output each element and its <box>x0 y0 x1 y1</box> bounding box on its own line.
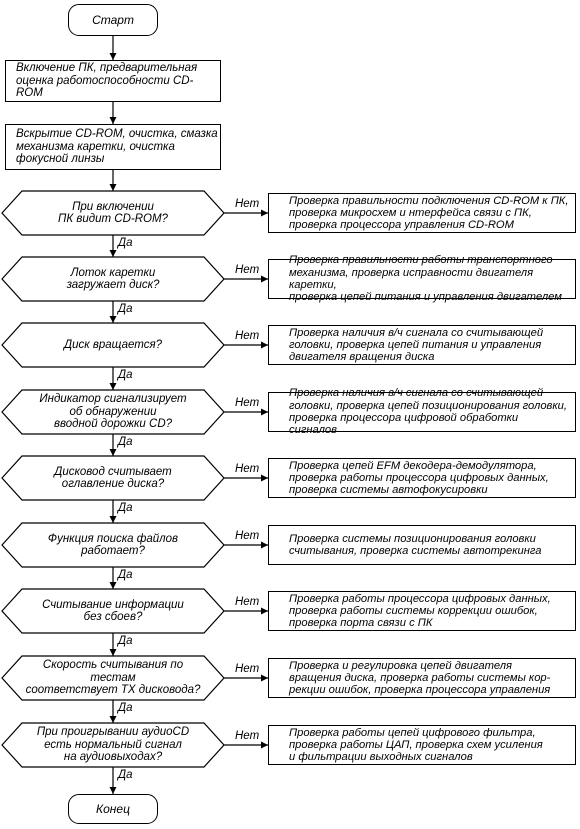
process-cleaning <box>5 124 221 170</box>
no-label-7: Нет <box>235 596 260 608</box>
yes-label-9: Да <box>118 769 133 781</box>
decision-question-1: При включении ПК видит CD-ROM? <box>58 200 168 225</box>
yes-label-8: Да <box>118 702 133 714</box>
process-power-on-text: Включение ПК, предварительная оценка работоспособности CD-ROM <box>16 62 198 100</box>
start-label: Старт <box>92 12 134 27</box>
yes-label-1: Да <box>118 237 133 249</box>
no-label-8: Нет <box>235 663 260 675</box>
yes-label-2: Да <box>118 303 133 315</box>
action-box-3 <box>268 325 576 365</box>
action-text-3: Проверка наличия в/ч сигнала со считывающей головки, проверка цепей питания и управления двигателя вращения диска <box>289 326 544 364</box>
decision-question-9: При проигрывании аудиоCD есть нормальный сигнал на аудиовыходах? <box>36 726 190 764</box>
end-label: Конец <box>96 801 130 816</box>
arrowhead-no-4 <box>261 409 268 416</box>
arrowhead-no-6 <box>261 542 268 549</box>
arrowhead-no-9 <box>261 742 268 749</box>
no-label-1: Нет <box>235 198 260 210</box>
arrowhead-yes-8 <box>110 716 117 723</box>
arrowhead-yes-2 <box>110 316 117 323</box>
process-power-on <box>5 60 221 102</box>
arrowhead-power-on <box>110 117 117 124</box>
decision-question-7: Считывание информации без сбоев? <box>42 598 184 623</box>
process-cleaning-text: Вскрытие CD-ROM, очистка, смазка механизма каретки, очистка фокусной линзы <box>16 128 218 166</box>
arrowhead-start <box>110 53 117 60</box>
yes-label-7: Да <box>118 635 133 647</box>
arrowhead-yes-3 <box>110 383 117 390</box>
decision-question-6: Функция поиска файлов работает? <box>47 532 179 557</box>
action-text-1: Проверка правильности подключения CD-ROM к ПК, проверка микросхем и нтерфейса связи с ПК, проверка процессора управления CD-ROM <box>289 194 569 232</box>
action-box-1 <box>268 193 576 233</box>
yes-label-4: Да <box>118 436 133 448</box>
end-terminal <box>68 794 158 824</box>
action-text-2: Проверка правильности работы транспортного механизма, проверка исправности двигателя каретки, проверка цепей питания и управления двигателем <box>289 254 562 304</box>
no-label-2: Нет <box>235 264 260 276</box>
no-label-6: Нет <box>235 530 260 542</box>
decision-question-8: Скорость считывания по тестам соответствует ТХ дисковода? <box>25 659 201 697</box>
yes-label-5: Да <box>118 502 133 514</box>
no-label-4: Нет <box>235 397 260 409</box>
action-box-6 <box>268 525 576 565</box>
action-text-5: Проверка цепей EFM декодера-демодулятора, проверка работы процессора цифровых данных, проверка системы автофокусировки <box>289 459 549 497</box>
arrowhead-no-1 <box>261 210 268 217</box>
arrowhead-no-8 <box>261 675 268 682</box>
decision-question-3: Диск вращается? <box>64 338 162 351</box>
arrowhead-no-5 <box>261 475 268 482</box>
decision-question-4: Индикатор сигнализирует об обнаружении вводной дорожки CD? <box>39 393 187 431</box>
action-text-7: Проверка работы процессора цифровых данных, проверка работы системы коррекции ошибок, проверка порта связи с ПК <box>289 592 551 630</box>
action-box-9 <box>268 725 576 765</box>
action-box-4 <box>268 387 576 437</box>
arrowhead-yes-1 <box>110 250 117 257</box>
arrowhead-cleaning <box>110 184 117 191</box>
yes-label-3: Да <box>118 369 133 381</box>
action-box-2 <box>268 254 576 304</box>
no-label-9: Нет <box>235 730 260 742</box>
arrowhead-no-7 <box>261 608 268 615</box>
arrowhead-no-2 <box>261 276 268 283</box>
no-label-5: Нет <box>235 463 260 475</box>
arrowhead-yes-6 <box>110 582 117 589</box>
action-text-4: Проверка наличия в/ч сигнала со считывающей головки, проверка цепей позиционирования головки, проверка процессора цифровой обработки сигналов <box>289 387 568 437</box>
action-text-6: Проверка системы позиционирования головки считывания, проверка системы автотрекинга <box>289 532 542 557</box>
no-label-3: Нет <box>235 330 260 342</box>
action-text-9: Проверка работы цепей цифрового фильтра, проверка работы ЦАП, проверка схем усиления и фильтрации выходных сигналов <box>289 726 543 764</box>
action-box-5 <box>268 458 576 498</box>
start-terminal <box>68 4 158 36</box>
arrowhead-yes-4 <box>110 449 117 456</box>
action-box-8 <box>268 658 576 698</box>
decision-question-5: Дисковод считывает оглавление диска? <box>54 465 172 490</box>
arrowhead-yes-9 <box>110 787 117 794</box>
yes-label-6: Да <box>118 569 133 581</box>
arrowhead-yes-7 <box>110 649 117 656</box>
action-box-7 <box>268 591 576 631</box>
action-text-8: Проверка и регулировка цепей двигателя вращения диска, проверка работы системы кор- рекции ошибок, проверка процессора управления <box>289 659 551 697</box>
decision-question-2: Лоток каретки загружает диск? <box>66 266 160 291</box>
arrowhead-no-3 <box>261 342 268 349</box>
arrowhead-yes-5 <box>110 516 117 523</box>
